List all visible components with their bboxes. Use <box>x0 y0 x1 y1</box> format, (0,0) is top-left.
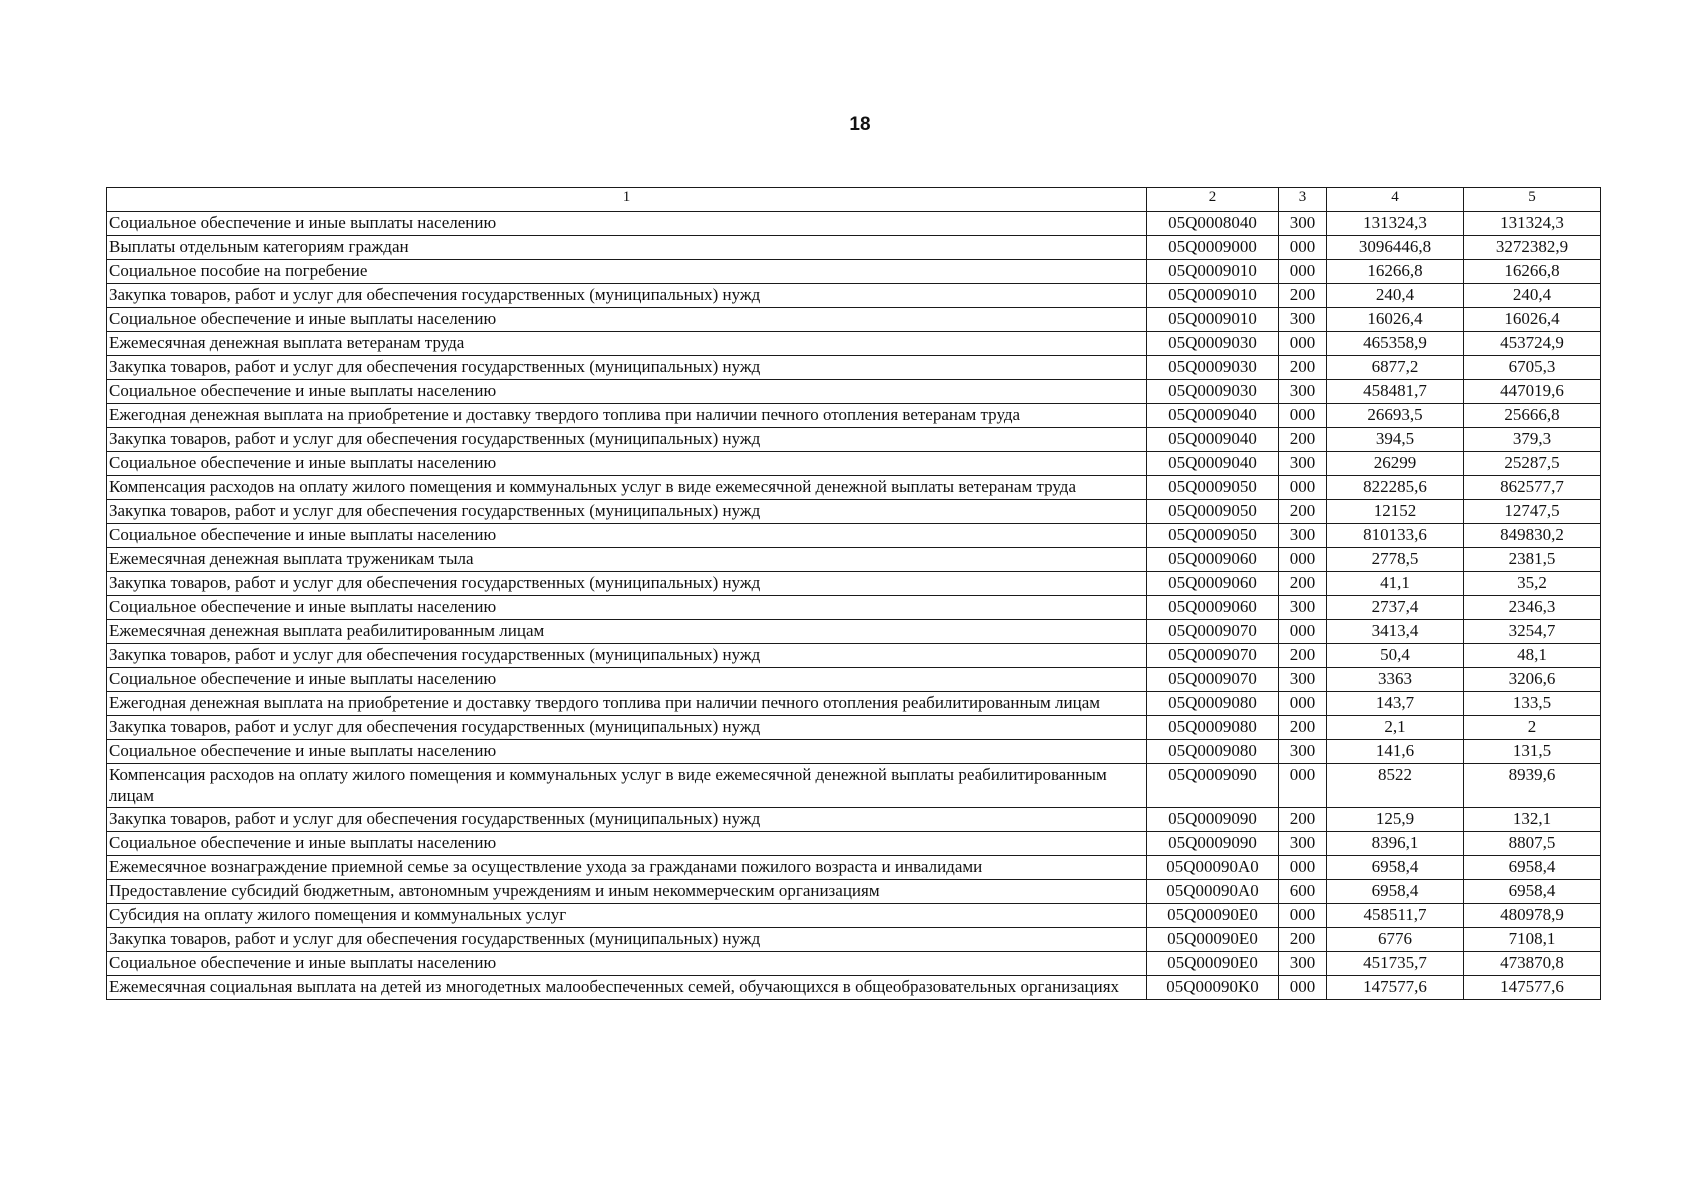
row-name-cell: Социальное обеспечение и иные выплаты населению <box>107 740 1147 764</box>
row-value-col5-cell: 48,1 <box>1464 644 1601 668</box>
row-code-cell: 05Q0008040 <box>1147 212 1279 236</box>
row-value-col4-cell: 3413,4 <box>1327 620 1464 644</box>
row-name-cell: Социальное обеспечение и иные выплаты населению <box>107 452 1147 476</box>
table-row <box>107 332 1601 356</box>
table-row <box>107 692 1601 716</box>
row-value-col4-cell: 6958,4 <box>1327 880 1464 904</box>
table-row <box>107 832 1601 856</box>
table-row <box>107 428 1601 452</box>
column-header: 5 <box>1464 188 1601 212</box>
table-row <box>107 668 1601 692</box>
table-header-row <box>107 188 1601 212</box>
table-body <box>107 212 1601 1000</box>
table-row <box>107 380 1601 404</box>
table-row <box>107 644 1601 668</box>
row-code-cell: 05Q00090K0 <box>1147 976 1279 1000</box>
row-name-cell: Закупка товаров, работ и услуг для обеспечения государственных (муниципальных) нужд <box>107 808 1147 832</box>
table-row <box>107 928 1601 952</box>
table-row <box>107 452 1601 476</box>
row-name-cell: Выплаты отдельным категориям граждан <box>107 236 1147 260</box>
row-expense-type-cell: 000 <box>1279 904 1327 928</box>
table-row <box>107 476 1601 500</box>
row-name-cell: Социальное обеспечение и иные выплаты населению <box>107 596 1147 620</box>
row-code-cell: 05Q0009010 <box>1147 308 1279 332</box>
row-name-cell: Ежегодная денежная выплата на приобретение и доставку твердого топлива при наличии печного отопления ветеранам труда <box>107 404 1147 428</box>
row-code-cell: 05Q0009070 <box>1147 668 1279 692</box>
row-expense-type-cell: 000 <box>1279 404 1327 428</box>
row-value-col4-cell: 26299 <box>1327 452 1464 476</box>
row-value-col4-cell: 50,4 <box>1327 644 1464 668</box>
row-code-cell: 05Q0009040 <box>1147 404 1279 428</box>
table-row <box>107 880 1601 904</box>
table-row <box>107 236 1601 260</box>
row-value-col4-cell: 8396,1 <box>1327 832 1464 856</box>
column-header: 4 <box>1327 188 1464 212</box>
row-value-col5-cell: 35,2 <box>1464 572 1601 596</box>
table-row <box>107 572 1601 596</box>
row-value-col5-cell: 447019,6 <box>1464 380 1601 404</box>
row-code-cell: 05Q0009030 <box>1147 332 1279 356</box>
row-expense-type-cell: 000 <box>1279 476 1327 500</box>
row-value-col5-cell: 3206,6 <box>1464 668 1601 692</box>
row-expense-type-cell: 300 <box>1279 212 1327 236</box>
row-expense-type-cell: 000 <box>1279 620 1327 644</box>
row-expense-type-cell: 300 <box>1279 668 1327 692</box>
row-value-col4-cell: 6776 <box>1327 928 1464 952</box>
table-row <box>107 904 1601 928</box>
row-value-col5-cell: 132,1 <box>1464 808 1601 832</box>
row-value-col5-cell: 240,4 <box>1464 284 1601 308</box>
row-code-cell: 05Q0009030 <box>1147 356 1279 380</box>
row-value-col5-cell: 16266,8 <box>1464 260 1601 284</box>
row-code-cell: 05Q00090E0 <box>1147 928 1279 952</box>
table-row <box>107 740 1601 764</box>
page-number: 18 <box>849 114 871 135</box>
row-name-cell: Ежегодная денежная выплата на приобретение и доставку твердого топлива при наличии печного отопления реабилитированным лицам <box>107 692 1147 716</box>
row-expense-type-cell: 300 <box>1279 596 1327 620</box>
row-name-cell: Предоставление субсидий бюджетным, автономным учреждениям и иным некоммерческим организациям <box>107 880 1147 904</box>
row-code-cell: 05Q0009040 <box>1147 452 1279 476</box>
row-expense-type-cell: 200 <box>1279 572 1327 596</box>
row-code-cell: 05Q0009050 <box>1147 500 1279 524</box>
row-value-col4-cell: 3096446,8 <box>1327 236 1464 260</box>
row-name-cell: Закупка товаров, работ и услуг для обеспечения государственных (муниципальных) нужд <box>107 356 1147 380</box>
row-value-col4-cell: 26693,5 <box>1327 404 1464 428</box>
row-expense-type-cell: 200 <box>1279 716 1327 740</box>
row-code-cell: 05Q00090A0 <box>1147 856 1279 880</box>
row-value-col5-cell: 2381,5 <box>1464 548 1601 572</box>
row-value-col4-cell: 147577,6 <box>1327 976 1464 1000</box>
budget-table <box>106 187 1601 1000</box>
row-value-col4-cell: 458481,7 <box>1327 380 1464 404</box>
row-value-col5-cell: 131,5 <box>1464 740 1601 764</box>
row-name-cell: Закупка товаров, работ и услуг для обеспечения государственных (муниципальных) нужд <box>107 928 1147 952</box>
row-code-cell: 05Q0009010 <box>1147 260 1279 284</box>
row-name-cell: Закупка товаров, работ и услуг для обеспечения государственных (муниципальных) нужд <box>107 500 1147 524</box>
row-value-col5-cell: 379,3 <box>1464 428 1601 452</box>
row-name-cell: Закупка товаров, работ и услуг для обеспечения государственных (муниципальных) нужд <box>107 572 1147 596</box>
row-code-cell: 05Q0009060 <box>1147 572 1279 596</box>
table-row <box>107 404 1601 428</box>
row-value-col4-cell: 822285,6 <box>1327 476 1464 500</box>
row-value-col5-cell: 133,5 <box>1464 692 1601 716</box>
row-code-cell: 05Q0009080 <box>1147 740 1279 764</box>
table-row <box>107 764 1601 808</box>
row-name-cell: Социальное обеспечение и иные выплаты населению <box>107 308 1147 332</box>
row-name-cell: Социальное обеспечение и иные выплаты населению <box>107 380 1147 404</box>
table-row <box>107 856 1601 880</box>
row-code-cell: 05Q0009050 <box>1147 524 1279 548</box>
row-value-col5-cell: 6705,3 <box>1464 356 1601 380</box>
row-value-col5-cell: 6958,4 <box>1464 856 1601 880</box>
row-value-col4-cell: 143,7 <box>1327 692 1464 716</box>
row-value-col5-cell: 131324,3 <box>1464 212 1601 236</box>
table-row <box>107 284 1601 308</box>
row-expense-type-cell: 000 <box>1279 856 1327 880</box>
row-expense-type-cell: 300 <box>1279 380 1327 404</box>
row-value-col4-cell: 451735,7 <box>1327 952 1464 976</box>
row-value-col5-cell: 16026,4 <box>1464 308 1601 332</box>
row-expense-type-cell: 200 <box>1279 428 1327 452</box>
row-code-cell: 05Q0009070 <box>1147 644 1279 668</box>
row-code-cell: 05Q0009000 <box>1147 236 1279 260</box>
row-name-cell: Закупка товаров, работ и услуг для обеспечения государственных (муниципальных) нужд <box>107 428 1147 452</box>
row-expense-type-cell: 200 <box>1279 500 1327 524</box>
row-name-cell: Закупка товаров, работ и услуг для обеспечения государственных (муниципальных) нужд <box>107 644 1147 668</box>
row-name-cell: Социальное обеспечение и иные выплаты населению <box>107 952 1147 976</box>
row-expense-type-cell: 200 <box>1279 808 1327 832</box>
table-row <box>107 548 1601 572</box>
row-value-col5-cell: 25666,8 <box>1464 404 1601 428</box>
row-value-col4-cell: 141,6 <box>1327 740 1464 764</box>
row-expense-type-cell: 200 <box>1279 644 1327 668</box>
row-value-col5-cell: 480978,9 <box>1464 904 1601 928</box>
row-expense-type-cell: 200 <box>1279 284 1327 308</box>
row-name-cell: Социальное обеспечение и иные выплаты населению <box>107 524 1147 548</box>
row-value-col4-cell: 810133,6 <box>1327 524 1464 548</box>
row-value-col5-cell: 12747,5 <box>1464 500 1601 524</box>
row-name-cell: Ежемесячная денежная выплата ветеранам труда <box>107 332 1147 356</box>
row-name-cell: Социальное пособие на погребение <box>107 260 1147 284</box>
column-header: 2 <box>1147 188 1279 212</box>
row-expense-type-cell: 000 <box>1279 548 1327 572</box>
column-header: 1 <box>107 188 1147 212</box>
row-value-col4-cell: 2,1 <box>1327 716 1464 740</box>
row-value-col5-cell: 453724,9 <box>1464 332 1601 356</box>
row-value-col4-cell: 125,9 <box>1327 808 1464 832</box>
row-expense-type-cell: 000 <box>1279 332 1327 356</box>
row-value-col4-cell: 2737,4 <box>1327 596 1464 620</box>
row-value-col4-cell: 394,5 <box>1327 428 1464 452</box>
row-code-cell: 05Q0009070 <box>1147 620 1279 644</box>
row-value-col4-cell: 3363 <box>1327 668 1464 692</box>
table-row <box>107 500 1601 524</box>
row-expense-type-cell: 300 <box>1279 740 1327 764</box>
row-value-col4-cell: 458511,7 <box>1327 904 1464 928</box>
row-code-cell: 05Q0009060 <box>1147 548 1279 572</box>
row-name-cell: Ежемесячная денежная выплата реабилитированным лицам <box>107 620 1147 644</box>
row-name-cell: Компенсация расходов на оплату жилого помещения и коммунальных услуг в виде ежемесячной денежной выплаты реабилитированным лицам <box>107 764 1147 808</box>
row-name-cell: Ежемесячная денежная выплата труженикам тыла <box>107 548 1147 572</box>
table-row <box>107 308 1601 332</box>
row-code-cell: 05Q0009080 <box>1147 716 1279 740</box>
table-row <box>107 952 1601 976</box>
row-name-cell: Ежемесячная социальная выплата на детей из многодетных малообеспеченных семей, обучающихся в общеобразовательных организациях <box>107 976 1147 1000</box>
column-header: 3 <box>1279 188 1327 212</box>
row-expense-type-cell: 200 <box>1279 356 1327 380</box>
row-value-col5-cell: 849830,2 <box>1464 524 1601 548</box>
table-row <box>107 212 1601 236</box>
row-value-col5-cell: 473870,8 <box>1464 952 1601 976</box>
row-value-col4-cell: 12152 <box>1327 500 1464 524</box>
row-value-col4-cell: 240,4 <box>1327 284 1464 308</box>
row-name-cell: Социальное обеспечение и иные выплаты населению <box>107 212 1147 236</box>
row-expense-type-cell: 000 <box>1279 764 1327 808</box>
row-value-col5-cell: 8939,6 <box>1464 764 1601 808</box>
row-value-col5-cell: 862577,7 <box>1464 476 1601 500</box>
row-expense-type-cell: 300 <box>1279 952 1327 976</box>
row-name-cell: Ежемесячное вознаграждение приемной семье за осуществление ухода за гражданами пожилого возраста и инвалидами <box>107 856 1147 880</box>
row-value-col5-cell: 2 <box>1464 716 1601 740</box>
row-value-col4-cell: 6958,4 <box>1327 856 1464 880</box>
row-value-col4-cell: 16026,4 <box>1327 308 1464 332</box>
row-value-col5-cell: 3272382,9 <box>1464 236 1601 260</box>
row-code-cell: 05Q0009030 <box>1147 380 1279 404</box>
row-value-col4-cell: 41,1 <box>1327 572 1464 596</box>
row-code-cell: 05Q00090E0 <box>1147 904 1279 928</box>
table-row <box>107 808 1601 832</box>
row-code-cell: 05Q00090E0 <box>1147 952 1279 976</box>
row-code-cell: 05Q0009090 <box>1147 808 1279 832</box>
row-name-cell: Социальное обеспечение и иные выплаты населению <box>107 668 1147 692</box>
row-expense-type-cell: 200 <box>1279 928 1327 952</box>
row-value-col5-cell: 2346,3 <box>1464 596 1601 620</box>
row-expense-type-cell: 000 <box>1279 692 1327 716</box>
table-row <box>107 716 1601 740</box>
row-expense-type-cell: 600 <box>1279 880 1327 904</box>
row-value-col4-cell: 131324,3 <box>1327 212 1464 236</box>
row-code-cell: 05Q00090A0 <box>1147 880 1279 904</box>
row-expense-type-cell: 300 <box>1279 308 1327 332</box>
table-row <box>107 524 1601 548</box>
row-value-col5-cell: 25287,5 <box>1464 452 1601 476</box>
row-expense-type-cell: 300 <box>1279 524 1327 548</box>
row-value-col4-cell: 2778,5 <box>1327 548 1464 572</box>
row-expense-type-cell: 300 <box>1279 832 1327 856</box>
row-value-col4-cell: 8522 <box>1327 764 1464 808</box>
table-row <box>107 596 1601 620</box>
row-value-col5-cell: 3254,7 <box>1464 620 1601 644</box>
row-name-cell: Компенсация расходов на оплату жилого помещения и коммунальных услуг в виде ежемесячной денежной выплаты ветеранам труда <box>107 476 1147 500</box>
row-code-cell: 05Q0009060 <box>1147 596 1279 620</box>
table-row <box>107 260 1601 284</box>
row-code-cell: 05Q0009050 <box>1147 476 1279 500</box>
row-value-col5-cell: 6958,4 <box>1464 880 1601 904</box>
row-code-cell: 05Q0009010 <box>1147 284 1279 308</box>
row-code-cell: 05Q0009040 <box>1147 428 1279 452</box>
row-value-col4-cell: 465358,9 <box>1327 332 1464 356</box>
row-expense-type-cell: 300 <box>1279 452 1327 476</box>
row-code-cell: 05Q0009090 <box>1147 764 1279 808</box>
row-expense-type-cell: 000 <box>1279 260 1327 284</box>
row-name-cell: Закупка товаров, работ и услуг для обеспечения государственных (муниципальных) нужд <box>107 716 1147 740</box>
row-value-col5-cell: 147577,6 <box>1464 976 1601 1000</box>
row-name-cell: Субсидия на оплату жилого помещения и коммунальных услуг <box>107 904 1147 928</box>
row-code-cell: 05Q0009080 <box>1147 692 1279 716</box>
table-row <box>107 620 1601 644</box>
table-row <box>107 976 1601 1000</box>
row-expense-type-cell: 000 <box>1279 236 1327 260</box>
row-name-cell: Закупка товаров, работ и услуг для обеспечения государственных (муниципальных) нужд <box>107 284 1147 308</box>
row-name-cell: Социальное обеспечение и иные выплаты населению <box>107 832 1147 856</box>
row-value-col4-cell: 16266,8 <box>1327 260 1464 284</box>
row-value-col5-cell: 7108,1 <box>1464 928 1601 952</box>
row-value-col5-cell: 8807,5 <box>1464 832 1601 856</box>
row-code-cell: 05Q0009090 <box>1147 832 1279 856</box>
row-expense-type-cell: 000 <box>1279 976 1327 1000</box>
row-value-col4-cell: 6877,2 <box>1327 356 1464 380</box>
table-row <box>107 356 1601 380</box>
